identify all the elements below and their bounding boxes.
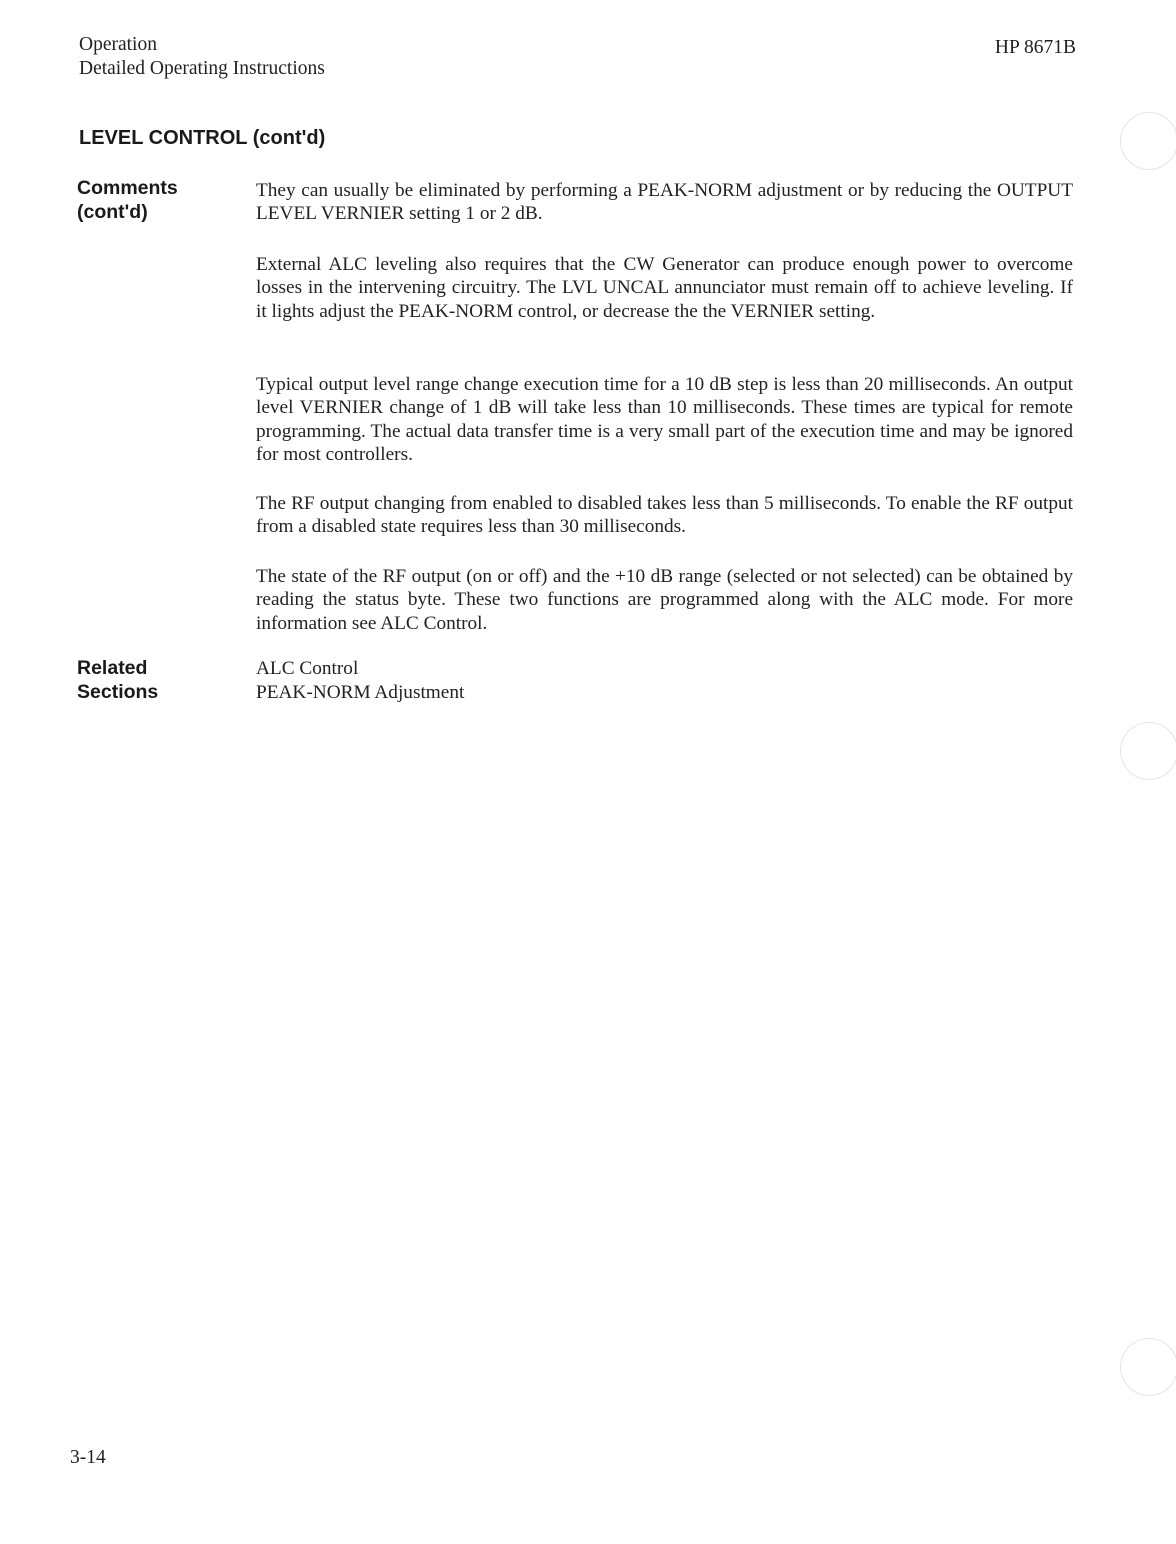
comments-label-line2: (cont'd) <box>77 201 148 223</box>
related-item-alc-control: ALC Control <box>256 658 359 679</box>
related-label-line1: Related <box>77 657 148 679</box>
related-item-peak-norm: PEAK-NORM Adjustment <box>256 682 465 703</box>
header-subsection: Detailed Operating Instructions <box>79 58 325 79</box>
related-sections-list <box>256 657 464 705</box>
binder-hole-icon <box>1120 722 1176 780</box>
running-header <box>79 33 325 81</box>
binder-hole-icon <box>1120 112 1176 170</box>
comments-paragraph: The RF output changing from enabled to disabled takes less than 5 milliseconds. To enable the RF output from a disabled state requires less than 30 milliseconds. <box>256 493 1073 538</box>
binder-hole-icon <box>1120 1338 1176 1396</box>
related-sections-label <box>77 656 158 704</box>
header-section: Operation <box>79 34 157 55</box>
page-number: 3-14 <box>70 1447 106 1468</box>
comments-label <box>77 176 178 224</box>
comments-paragraph: Typical output level range change execution time for a 10 dB step is less than 20 milliseconds. An output level VERNIER change of 1 dB will take less than 10 milliseconds. These times are typical for remote programming. The actual data transfer time is a very small part of the execution time and may be ignored for most controllers. <box>256 374 1073 466</box>
header-model: HP 8671B <box>994 37 1076 58</box>
comments-paragraph: They can usually be eliminated by performing a PEAK-NORM adjustment or by reducing the OUTPUT LEVEL VERNIER setting 1 or 2 dB. <box>256 180 1073 225</box>
related-label-line2: Sections <box>77 681 159 703</box>
section-title: LEVEL CONTROL (cont'd) <box>79 127 326 149</box>
comments-paragraph: External ALC leveling also requires that the CW Generator can produce enough power to overcome losses in the intervening circuitry. The LVL UNCAL annunciator must remain off to achieve leveling. If it lights adjust the PEAK-NORM control, or decrease the the VERNIER setting. <box>256 254 1073 322</box>
comments-paragraph: The state of the RF output (on or off) and the +10 dB range (selected or not selected) can be obtained by reading the status byte. These two functions are programmed along with the ALC mode. For more information see ALC Control. <box>256 566 1073 634</box>
comments-label-line1: Comments <box>77 177 178 199</box>
